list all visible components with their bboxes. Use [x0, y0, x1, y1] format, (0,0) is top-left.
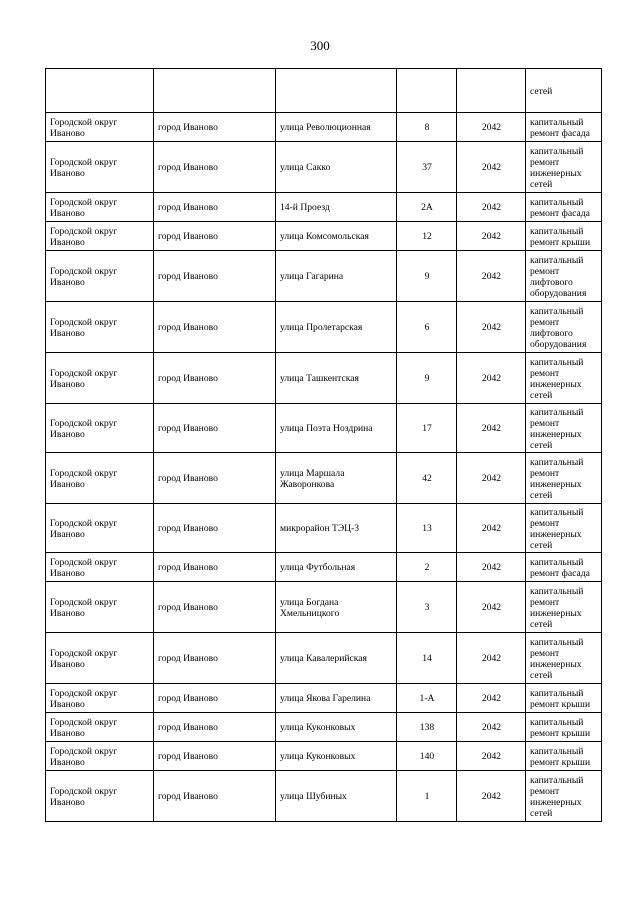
- table-row: [46, 302, 602, 353]
- cell-work: капитальный ремонт инженерных сетей: [526, 142, 602, 193]
- cell-district: Городской округ Иваново: [46, 504, 154, 553]
- cell-city: город Иваново: [154, 222, 276, 251]
- registry-table: [45, 68, 602, 822]
- table-row: [46, 713, 602, 742]
- cell-house: 8: [397, 113, 457, 142]
- cell-city: город Иваново: [154, 633, 276, 684]
- table-row: [46, 553, 602, 582]
- cell-house: 17: [397, 404, 457, 453]
- cell-year: 2042: [457, 113, 526, 142]
- cell-year: 2042: [457, 582, 526, 633]
- cell-year: 2042: [457, 742, 526, 771]
- cell-house: 13: [397, 504, 457, 553]
- cell-year: 2042: [457, 251, 526, 302]
- cell-city: город Иваново: [154, 582, 276, 633]
- cell-city: [154, 69, 276, 113]
- cell-year: 2042: [457, 222, 526, 251]
- cell-district: Городской округ Иваново: [46, 222, 154, 251]
- table-row: [46, 404, 602, 453]
- cell-house: 9: [397, 353, 457, 404]
- cell-work: капитальный ремонт инженерных сетей: [526, 353, 602, 404]
- cell-street: улица Шубиных: [276, 771, 397, 822]
- cell-work: капитальный ремонт крыши: [526, 684, 602, 713]
- cell-city: город Иваново: [154, 113, 276, 142]
- table-row: [46, 193, 602, 222]
- table-row: [46, 684, 602, 713]
- cell-house: 9: [397, 251, 457, 302]
- cell-district: Городской округ Иваново: [46, 251, 154, 302]
- cell-street: улица Куконковых: [276, 713, 397, 742]
- cell-district: Городской округ Иваново: [46, 453, 154, 504]
- cell-street: улица Гагарина: [276, 251, 397, 302]
- cell-city: город Иваново: [154, 504, 276, 553]
- cell-house: 6: [397, 302, 457, 353]
- cell-city: город Иваново: [154, 684, 276, 713]
- table-row: [46, 742, 602, 771]
- cell-city: город Иваново: [154, 453, 276, 504]
- table-row: [46, 222, 602, 251]
- cell-work: капитальный ремонт инженерных сетей: [526, 453, 602, 504]
- cell-district: Городской округ Иваново: [46, 302, 154, 353]
- cell-house: 12: [397, 222, 457, 251]
- cell-year: 2042: [457, 193, 526, 222]
- page-number: 300: [310, 38, 330, 53]
- cell-street: улица Богдана Хмельницкого: [276, 582, 397, 633]
- cell-work: капитальный ремонт крыши: [526, 222, 602, 251]
- cell-work: капитальный ремонт крыши: [526, 713, 602, 742]
- cell-work: капитальный ремонт инженерных сетей: [526, 771, 602, 822]
- table-row: [46, 633, 602, 684]
- cell-work: капитальный ремонт инженерных сетей: [526, 404, 602, 453]
- cell-city: город Иваново: [154, 742, 276, 771]
- table-row: [46, 582, 602, 633]
- cell-district: Городской округ Иваново: [46, 742, 154, 771]
- cell-city: город Иваново: [154, 193, 276, 222]
- cell-house: 2А: [397, 193, 457, 222]
- cell-house: 37: [397, 142, 457, 193]
- cell-house: 2: [397, 553, 457, 582]
- table-row: [46, 142, 602, 193]
- cell-street: улица Куконковых: [276, 742, 397, 771]
- cell-house: 42: [397, 453, 457, 504]
- cell-street: микрорайон ТЭЦ-3: [276, 504, 397, 553]
- cell-district: Городской округ Иваново: [46, 633, 154, 684]
- cell-city: город Иваново: [154, 771, 276, 822]
- cell-year: 2042: [457, 553, 526, 582]
- cell-year: 2042: [457, 633, 526, 684]
- cell-work: капитальный ремонт инженерных сетей: [526, 633, 602, 684]
- cell-work: капитальный ремонт лифтового оборудования: [526, 302, 602, 353]
- cell-work: сетей: [526, 69, 602, 113]
- cell-work: капитальный ремонт инженерных сетей: [526, 504, 602, 553]
- cell-year: 2042: [457, 504, 526, 553]
- table-row-continuation: [46, 69, 602, 113]
- cell-district: Городской округ Иваново: [46, 404, 154, 453]
- cell-district: [46, 69, 154, 113]
- cell-house: 3: [397, 582, 457, 633]
- cell-year: 2042: [457, 404, 526, 453]
- cell-year: 2042: [457, 353, 526, 404]
- table-body: [46, 69, 602, 822]
- cell-district: Городской округ Иваново: [46, 684, 154, 713]
- table-row: [46, 504, 602, 553]
- cell-district: Городской округ Иваново: [46, 713, 154, 742]
- cell-city: город Иваново: [154, 251, 276, 302]
- cell-street: улица Ташкентская: [276, 353, 397, 404]
- cell-street: улица Пролетарская: [276, 302, 397, 353]
- cell-street: улица Комсомольская: [276, 222, 397, 251]
- cell-city: город Иваново: [154, 404, 276, 453]
- cell-house: 1: [397, 771, 457, 822]
- cell-street: улица Маршала Жаворонкова: [276, 453, 397, 504]
- cell-city: город Иваново: [154, 713, 276, 742]
- cell-work: капитальный ремонт фасада: [526, 553, 602, 582]
- cell-house: 14: [397, 633, 457, 684]
- cell-work: капитальный ремонт фасада: [526, 113, 602, 142]
- cell-city: город Иваново: [154, 142, 276, 193]
- table-row: [46, 771, 602, 822]
- cell-year: 2042: [457, 684, 526, 713]
- table-row: [46, 453, 602, 504]
- cell-city: город Иваново: [154, 553, 276, 582]
- table-row: [46, 353, 602, 404]
- table-row: [46, 251, 602, 302]
- cell-year: 2042: [457, 302, 526, 353]
- cell-district: Городской округ Иваново: [46, 353, 154, 404]
- cell-work: капитальный ремонт инженерных сетей: [526, 582, 602, 633]
- cell-work: капитальный ремонт фасада: [526, 193, 602, 222]
- cell-house: [397, 69, 457, 113]
- cell-work: капитальный ремонт крыши: [526, 742, 602, 771]
- cell-street: улица Сакко: [276, 142, 397, 193]
- cell-work: капитальный ремонт лифтового оборудования: [526, 251, 602, 302]
- cell-district: Городской округ Иваново: [46, 193, 154, 222]
- cell-year: 2042: [457, 713, 526, 742]
- cell-year: [457, 69, 526, 113]
- cell-street: улица Революционная: [276, 113, 397, 142]
- cell-district: Городской округ Иваново: [46, 553, 154, 582]
- cell-district: Городской округ Иваново: [46, 142, 154, 193]
- cell-district: Городской округ Иваново: [46, 582, 154, 633]
- cell-street: улица Поэта Ноздрина: [276, 404, 397, 453]
- cell-house: 140: [397, 742, 457, 771]
- cell-street: [276, 69, 397, 113]
- cell-district: Городской округ Иваново: [46, 113, 154, 142]
- cell-city: город Иваново: [154, 302, 276, 353]
- cell-year: 2042: [457, 771, 526, 822]
- cell-street: улица Кавалерийская: [276, 633, 397, 684]
- cell-house: 138: [397, 713, 457, 742]
- table-row: [46, 113, 602, 142]
- cell-year: 2042: [457, 453, 526, 504]
- cell-street: 14-й Проезд: [276, 193, 397, 222]
- cell-district: Городской округ Иваново: [46, 771, 154, 822]
- cell-house: 1-А: [397, 684, 457, 713]
- cell-year: 2042: [457, 142, 526, 193]
- cell-city: город Иваново: [154, 353, 276, 404]
- cell-street: улица Якова Гарелина: [276, 684, 397, 713]
- cell-street: улица Футбольная: [276, 553, 397, 582]
